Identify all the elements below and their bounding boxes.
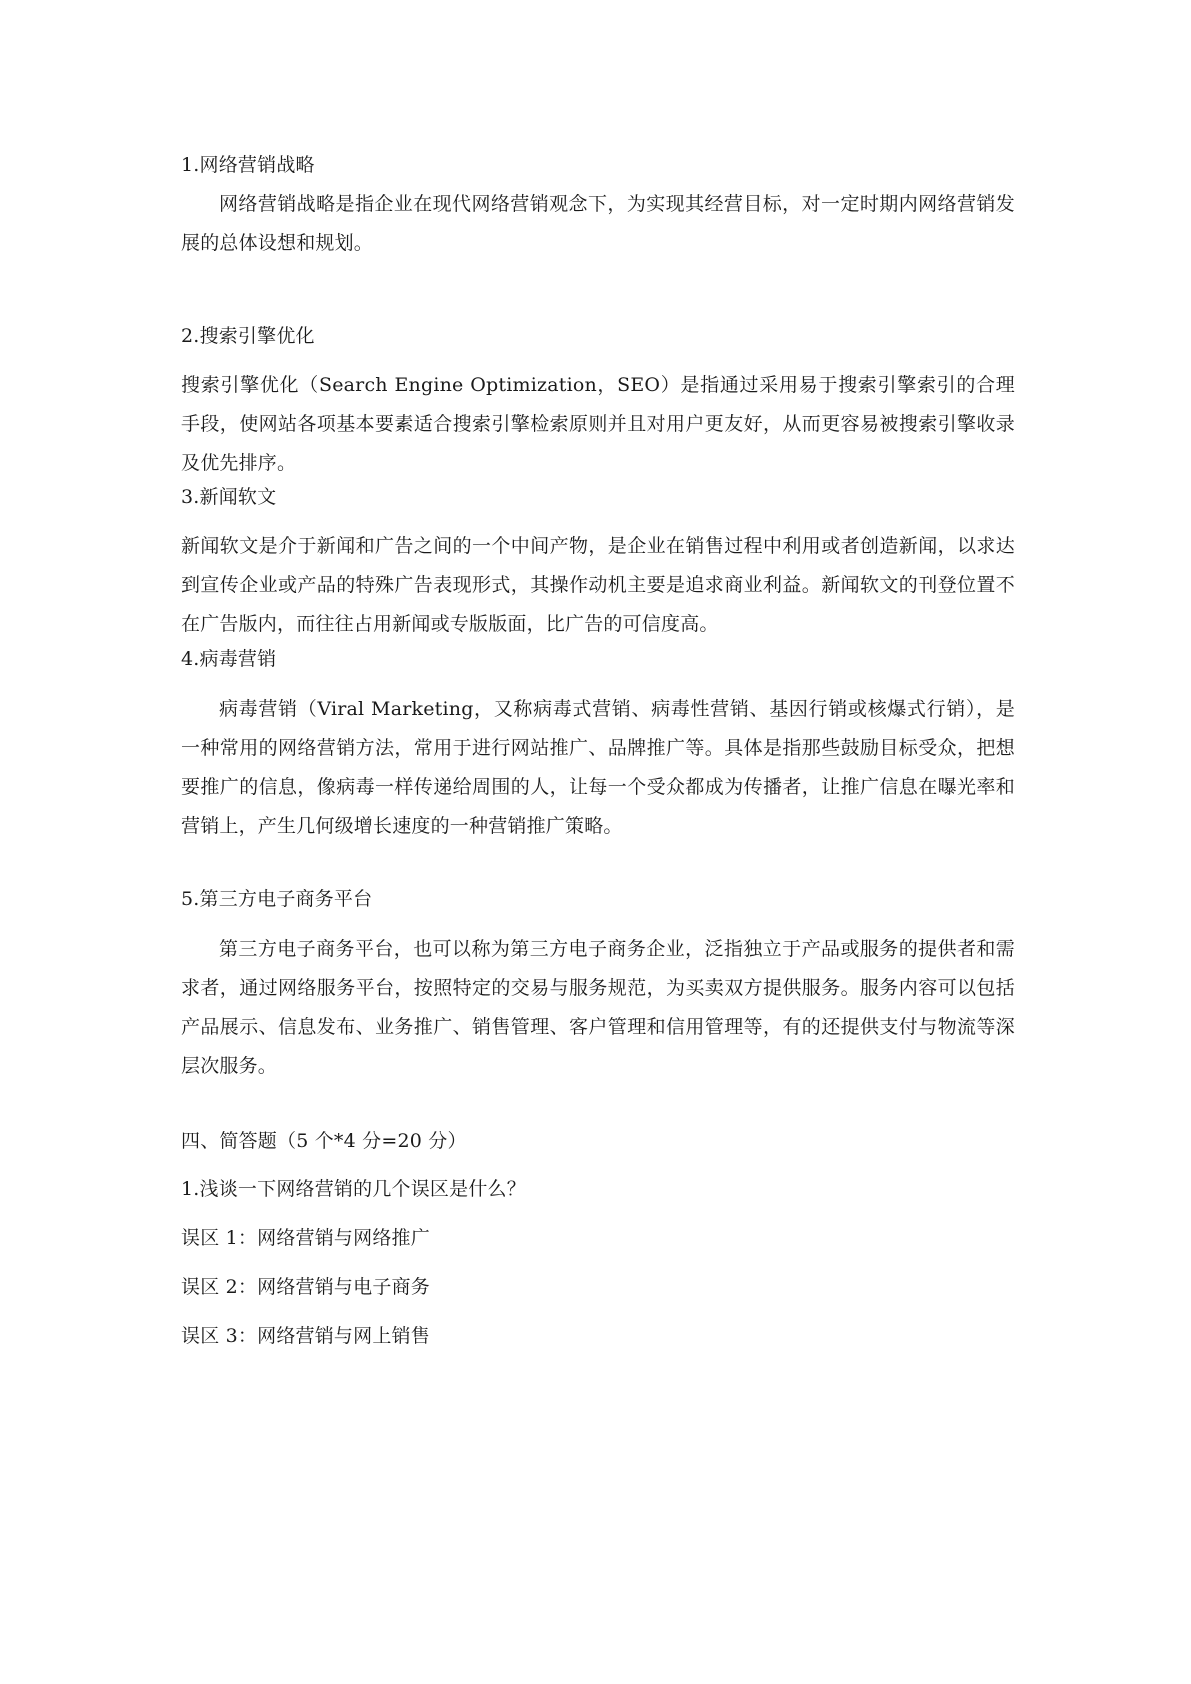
section-5-heading: 5.第三方电子商务平台	[181, 888, 373, 910]
short-answer-title: 四、简答题（5 个*4 分=20 分）	[181, 1130, 467, 1152]
misconception-1: 误区 1：网络营销与网络推广	[181, 1227, 430, 1249]
section-1-heading: 1.网络营销战略	[181, 154, 315, 176]
section-3-heading: 3.新闻软文	[181, 486, 277, 508]
section-4-heading: 4.病毒营销	[181, 648, 277, 670]
misconception-3: 误区 3：网络营销与网上销售	[181, 1325, 430, 1347]
section-2-body: 搜索引擎优化（Search Engine Optimization，SEO）是指通过采用易于搜索引擎索引的合理手段，使网站各项基本要素适合搜索引擎检索原则并且对用户更友好，从而更容易被搜索引擎收录及优先排序。	[181, 374, 1015, 474]
section-1-body: 网络营销战略是指企业在现代网络营销观念下，为实现其经营目标，对一定时期内网络营销发展的总体设想和规划。	[181, 193, 1015, 254]
section-5-body: 第三方电子商务平台，也可以称为第三方电子商务企业，泛指独立于产品或服务的提供者和需求者，通过网络服务平台，按照特定的交易与服务规范，为买卖双方提供服务。服务内容可以包括产品展示、信息发布、业务推广、销售管理、客户管理和信用管理等，有的还提供支付与物流等深层次服务。	[181, 938, 1015, 1077]
question-1: 1.浅谈一下网络营销的几个误区是什么？	[181, 1178, 526, 1200]
misconception-2: 误区 2：网络营销与电子商务	[181, 1276, 430, 1298]
section-4-body: 病毒营销（Viral Marketing，又称病毒式营销、病毒性营销、基因行销或核爆式行销），是一种常用的网络营销方法，常用于进行网站推广、品牌推广等。具体是指那些鼓励目标受众，把想要推广的信息，像病毒一样传递给周围的人，让每一个受众都成为传播者，让推广信息在曝光率和营销上，产生几何级增长速度的一种营销推广策略。	[181, 698, 1015, 837]
section-2-heading: 2.搜索引擎优化	[181, 325, 315, 347]
section-3-body: 新闻软文是介于新闻和广告之间的一个中间产物，是企业在销售过程中利用或者创造新闻，以求达到宣传企业或产品的特殊广告表现形式，其操作动机主要是追求商业利益。新闻软文的刊登位置不在广告版内，而往往占用新闻或专版版面，比广告的可信度高。	[181, 535, 1015, 635]
